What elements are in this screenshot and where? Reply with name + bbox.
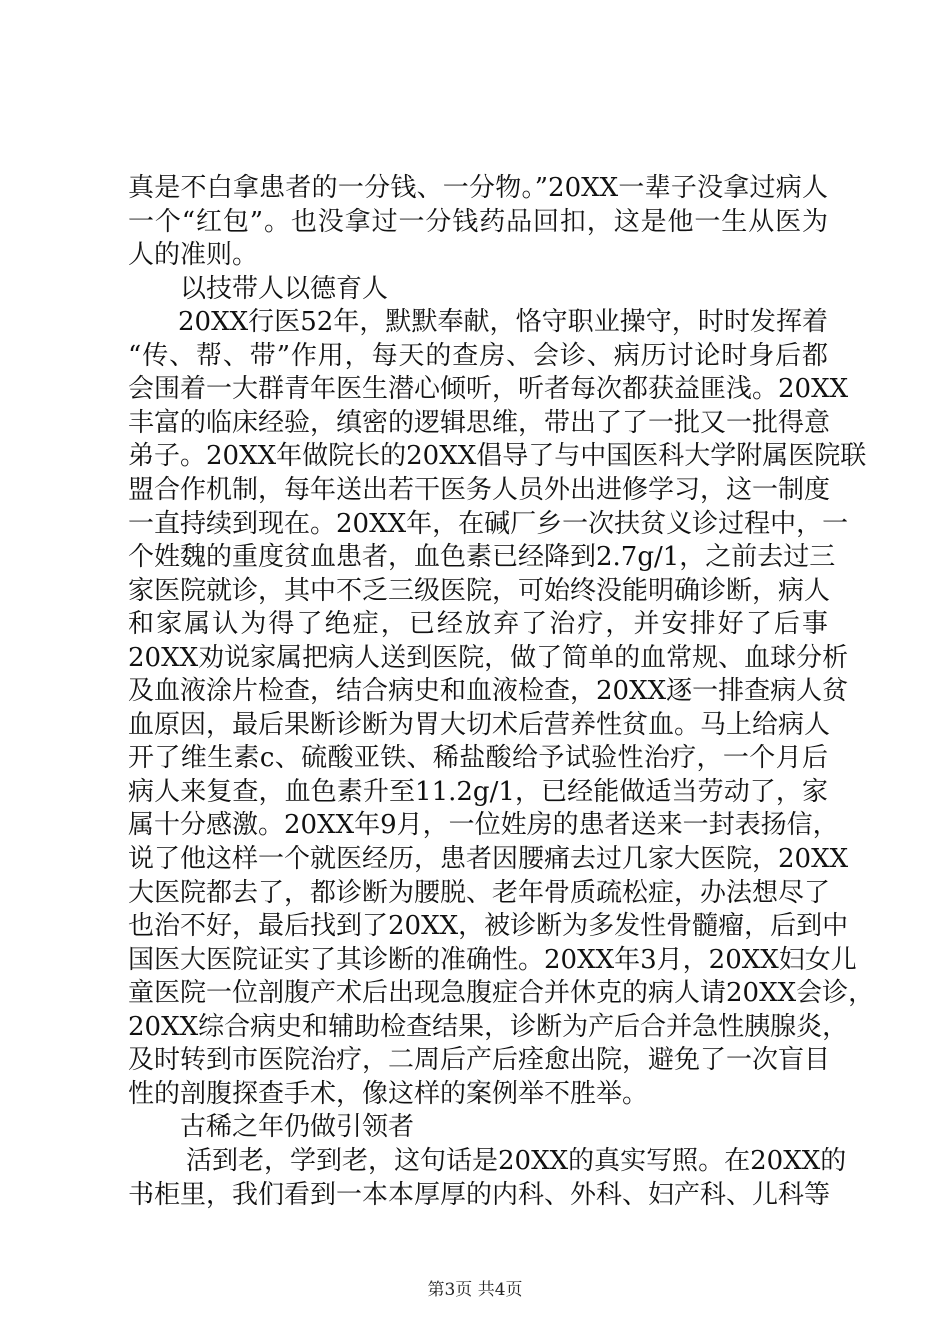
section-heading: 以技带人以德育人 bbox=[180, 273, 389, 304]
paragraph-line: 大医院都去了，都诊断为腰脱、老年骨质疏松症，办法想尽了 bbox=[128, 877, 831, 908]
paragraph-line: 性的剖腹探查手术，像这样的案例举不胜举。 bbox=[128, 1078, 649, 1109]
paragraph-line: 病人来复查，血色素升至11.2g/1，已经能做适当劳动了，家 bbox=[128, 776, 828, 807]
paragraph-line: 开了维生素c、硫酸亚铁、稀盐酸给予试验性治疗，一个月后 bbox=[128, 743, 828, 774]
paragraph-line: 说了他这样一个就医经历，患者因腰痛去过几家大医院，20XX bbox=[128, 844, 849, 874]
paragraph-line: 20XX劝说家属把病人送到医院，做了简单的血常规、血球分析 bbox=[128, 642, 849, 673]
section-heading: 古稀之年仍做引领者 bbox=[180, 1112, 415, 1143]
paragraph-line: 国医大医院证实了其诊断的准确性。20XX年3月，20XX妇女儿 bbox=[128, 944, 857, 975]
paragraph-line: 及血液涂片检查，结合病史和血液检查，20XX逐一排查病人贫 bbox=[128, 676, 849, 707]
paragraph-line: 童医院一位剖腹产术后出现急腹症合并休克的病人请20XX会诊， bbox=[128, 978, 875, 1009]
paragraph-line: 个姓魏的重度贫血患者，血色素已经降到2.7g/1，之前去过三 bbox=[128, 542, 836, 573]
paragraph-line: 一直持续到现在。20XX年，在碱厂乡一次扶贫义诊过程中，一 bbox=[128, 508, 849, 539]
paragraph-line: 人的准则。 bbox=[128, 240, 259, 271]
paragraph-line: 真是不白拿患者的一分钱、一分物。”20XX一辈子没拿过病人 bbox=[128, 173, 828, 203]
paragraph-line: 20XX行医52年，默默奉献，恪守职业操守，时时发挥着 bbox=[178, 307, 828, 338]
page-footer: 第3页 共4页 bbox=[427, 1280, 523, 1300]
paragraph-line: 活到老，学到老，这句话是20XX的真实写照。在20XX的 bbox=[186, 1145, 847, 1176]
paragraph-line: 会围着一大群青年医生潜心倾听，听者每次都获益匪浅。20XX bbox=[128, 374, 849, 405]
paragraph-line: 丰富的临床经验，缜密的逻辑思维，带出了了一批又一批得意 bbox=[128, 407, 831, 438]
paragraph-line: 20XX综合病史和辅助检查结果，诊断为产后合并急性胰腺炎， bbox=[128, 1011, 849, 1042]
paragraph-line: 也治不好，最后找到了20XX，被诊断为多发性骨髓瘤，后到中 bbox=[128, 911, 849, 942]
paragraph-line: 书柜里，我们看到一本本厚厚的内科、外科、妇产科、儿科等 bbox=[128, 1179, 831, 1210]
paragraph-line: 血原因，最后果断诊断为胃大切术后营养性贫血。马上给病人 bbox=[128, 709, 831, 740]
paragraph-line: 家医院就诊，其中不乏三级医院，可始终没能明确诊断，病人 bbox=[128, 575, 831, 606]
paragraph-line: 弟子。20XX年做院长的20XX倡导了与中国医科大学附属医院联 bbox=[128, 441, 867, 472]
paragraph-line: 和家属认为得了绝症，已经放弃了治疗，并安排好了后事 bbox=[128, 609, 828, 640]
paragraph-line: 一个“红包”。也没拿过一分钱药品回扣，这是他一生从医为 bbox=[128, 206, 828, 237]
paragraph-line: “传、帮、带”作用，每天的查房、会诊、病历讨论时身后都 bbox=[128, 340, 828, 371]
paragraph-line: 盟合作机制，每年送出若干医务人员外出进修学习，这一制度 bbox=[128, 474, 831, 505]
paragraph-line: 及时转到市医院治疗，二周后产后痊愈出院，避免了一次盲目 bbox=[128, 1045, 831, 1076]
paragraph-line: 属十分感激。20XX年9月，一位姓房的患者送来一封表扬信， bbox=[128, 810, 839, 841]
